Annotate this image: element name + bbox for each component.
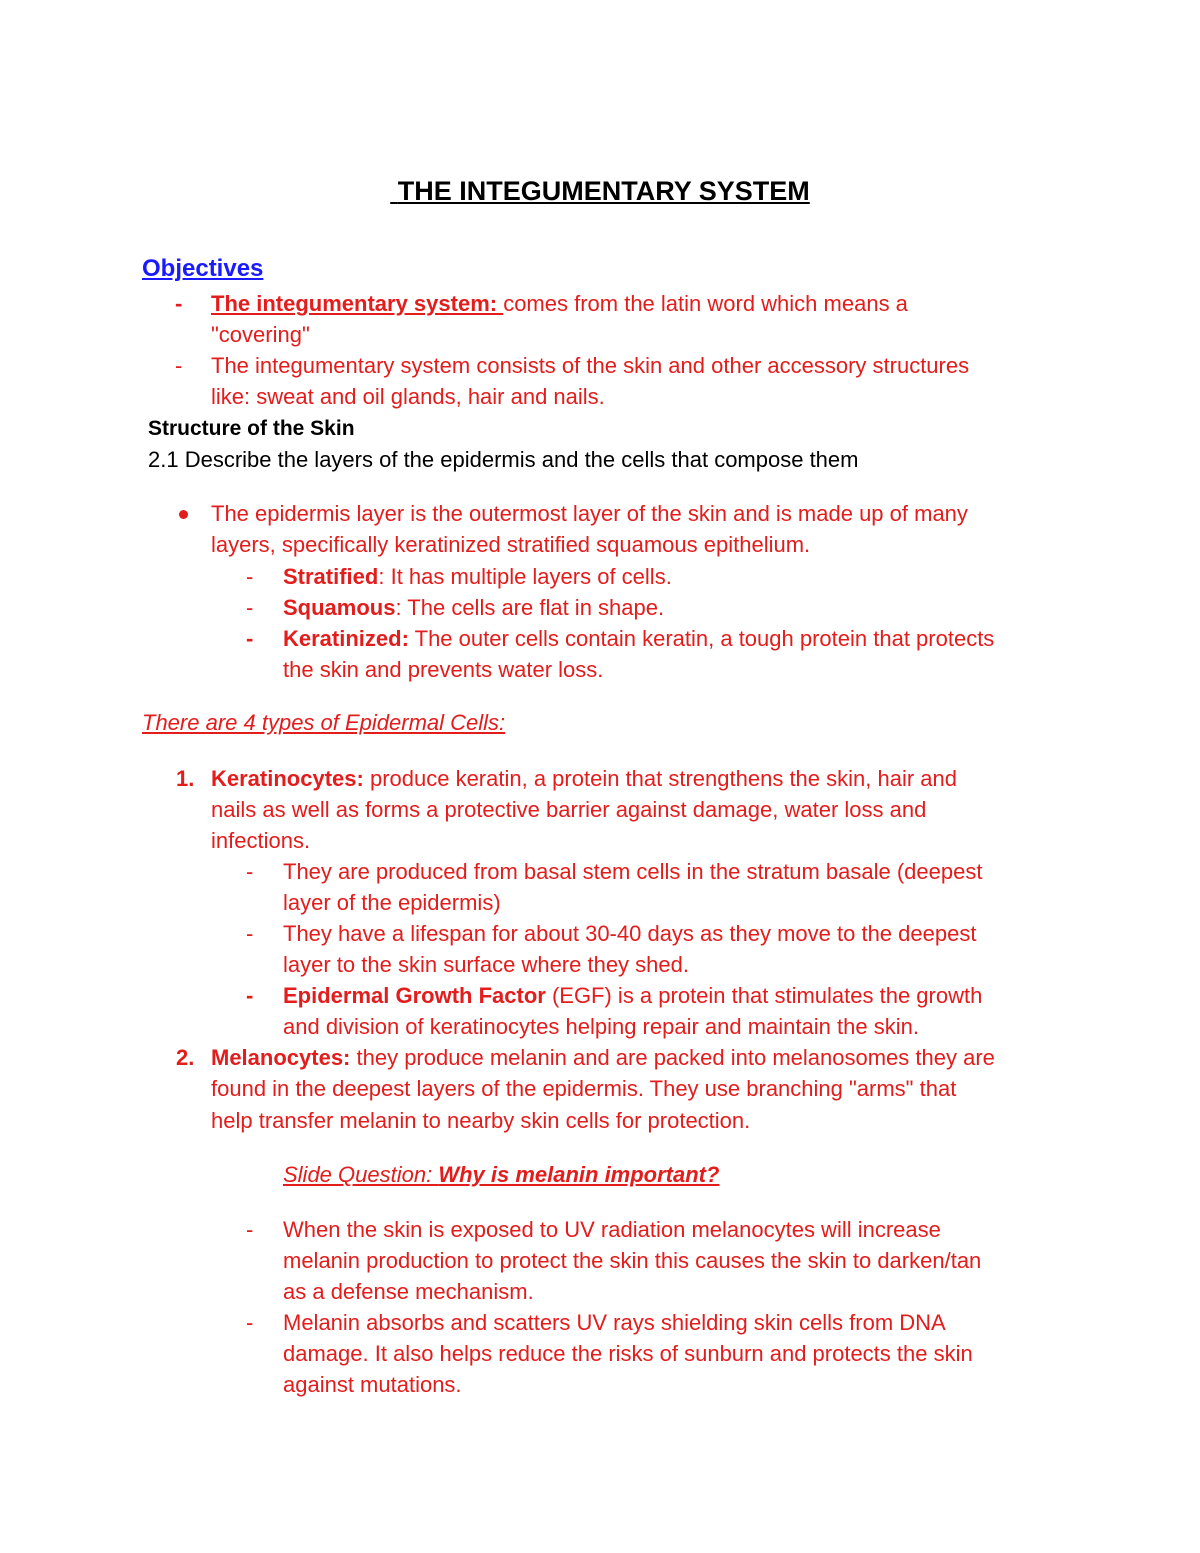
list-number: 1. (176, 766, 195, 791)
keratinocytes-sub-3 (283, 980, 982, 1011)
sub-item-text: (EGF) is a protein that stimulates the growth (545, 983, 983, 1008)
objective-item-2-line2: like: sweat and oil glands, hair and nails. (211, 384, 605, 409)
sub-item-term: Keratinized: (283, 626, 409, 651)
dash-bullet: - (246, 1217, 254, 1242)
list-number: 2. (176, 1045, 195, 1070)
dash-bullet: - (246, 859, 254, 884)
sub-item-text: : The cells are flat in shape. (395, 595, 665, 620)
cell-melanocytes-line3: help transfer melanin to nearby skin cells for protection. (211, 1108, 751, 1133)
keratinocytes-sub-1-line2: layer of the epidermis) (283, 890, 501, 915)
cell-term: Keratinocytes: (211, 766, 364, 791)
objective-item-1 (211, 288, 908, 319)
keratinocytes-sub-3-line2: and division of keratinocytes helping repair and maintain the skin. (283, 1014, 919, 1039)
answer-1: When the skin is exposed to UV radiation melanocytes will increase (283, 1217, 941, 1242)
page-title-text: THE INTEGUMENTARY SYSTEM (397, 176, 810, 206)
sub-item-text: : It has multiple layers of cells. (378, 564, 672, 589)
keratinocytes-sub-1: They are produced from basal stem cells in the stratum basale (deepest (283, 859, 983, 884)
cell-keratinocytes-line2: nails as well as forms a protective barrier against damage, water loss and (211, 797, 927, 822)
bullet-dot-icon (179, 510, 188, 519)
section-description: 2.1 Describe the layers of the epidermis and the cells that compose them (148, 447, 859, 472)
answer-1-line3: as a defense mechanism. (283, 1279, 534, 1304)
slide-question (283, 1159, 719, 1190)
keratinocytes-sub-2: They have a lifespan for about 30-40 days as they move to the deepest (283, 921, 977, 946)
types-heading: There are 4 types of Epidermal Cells: (142, 710, 506, 735)
objectives-heading: Objectives (142, 255, 264, 282)
dash-bullet: - (246, 626, 254, 651)
sub-item-stratified (283, 561, 672, 592)
sub-item-squamous (283, 592, 664, 623)
answer-2: Melanin absorbs and scatters UV rays shielding skin cells from DNA (283, 1310, 946, 1335)
dash-bullet: - (246, 595, 254, 620)
sub-item-text: The outer cells contain keratin, a tough protein that protects (408, 626, 995, 651)
sub-item-keratinized-line2: the skin and prevents water loss. (283, 657, 604, 682)
objective-term: The integumentary system: (211, 291, 504, 316)
cell-term: Melanocytes: (211, 1045, 351, 1070)
sub-item-keratinized (283, 623, 994, 654)
cell-text: produce keratin, a protein that strengthens the skin, hair and (363, 766, 957, 791)
objective-item-2: The integumentary system consists of the skin and other accessory structures (211, 353, 970, 378)
cell-text: they produce melanin and are packed into melanosomes they are (350, 1045, 995, 1070)
answer-1-line2: melanin production to protect the skin this causes the skin to darken/tan (283, 1248, 982, 1273)
objective-text: comes from the latin word which means a (503, 291, 908, 316)
objective-item-1-line2: "covering" (211, 322, 310, 347)
slide-question-label: Slide Question: (283, 1162, 439, 1187)
cell-melanocytes-line2: found in the deepest layers of the epidermis. They use branching "arms" that (211, 1076, 957, 1101)
sub-item-term: Stratified (283, 564, 379, 589)
page-title (0, 173, 1200, 209)
cell-keratinocytes (211, 763, 957, 794)
slide-question-text: Why is melanin important? (438, 1162, 720, 1187)
section-heading: Structure of the Skin (148, 417, 355, 440)
dash-bullet: - (246, 921, 254, 946)
answer-2-line2: damage. It also helps reduce the risks of sunburn and protects the skin (283, 1341, 973, 1366)
epidermis-bullet: The epidermis layer is the outermost layer of the skin and is made up of many (211, 501, 968, 526)
answer-2-line3: against mutations. (283, 1372, 462, 1397)
dash-bullet: - (246, 983, 254, 1008)
dash-bullet: - (175, 291, 183, 316)
dash-bullet: - (246, 1310, 254, 1335)
epidermis-bullet-line2: layers, specifically keratinized stratified squamous epithelium. (211, 532, 811, 557)
cell-keratinocytes-line3: infections. (211, 828, 311, 853)
keratinocytes-sub-2-line2: layer to the skin surface where they shed. (283, 952, 689, 977)
cell-melanocytes (211, 1042, 995, 1073)
sub-item-term: Epidermal Growth Factor (283, 983, 546, 1008)
dash-bullet: - (175, 353, 183, 378)
sub-item-term: Squamous (283, 595, 396, 620)
dash-bullet: - (246, 564, 254, 589)
